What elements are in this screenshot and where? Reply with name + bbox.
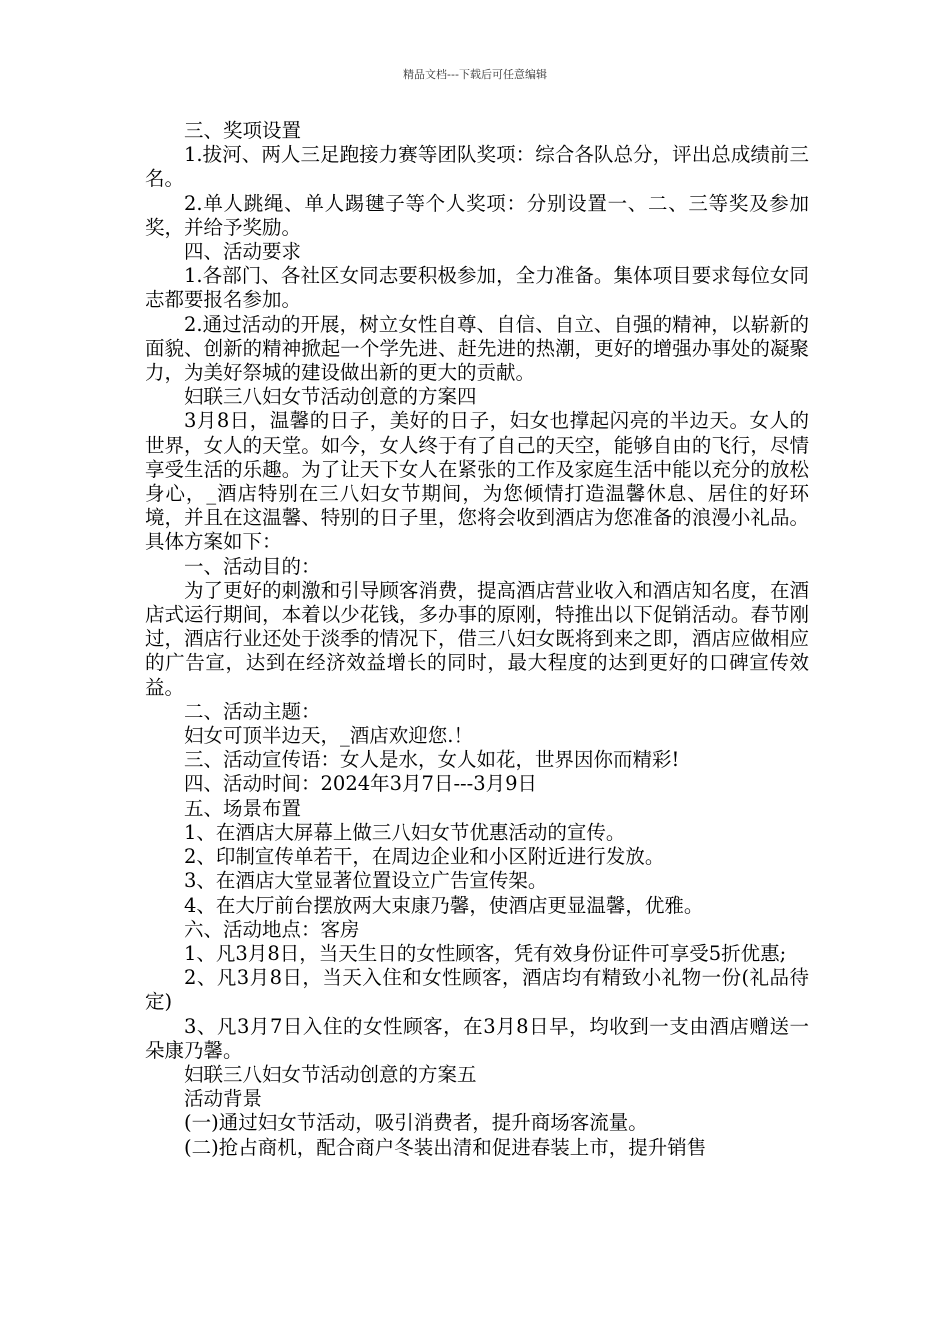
paragraph: (二)抢占商机，配合商户冬装出清和促进春装上市，提升销售	[184, 1135, 707, 1159]
paragraph: 三、活动宣传语：女人是水，女人如花，世界因你而精彩!	[184, 748, 680, 772]
list-item: 4、在大厅前台摆放两大束康乃馨，使酒店更显温馨，优雅。	[184, 893, 704, 917]
list-item: 1、凡3月8日，当天生日的女性顾客，凭有效身份证件可享受5折优惠;	[184, 941, 787, 965]
list-item: 2、印制宣传单若干，在周边企业和小区附近进行发放。	[184, 845, 665, 869]
paragraph: (一)通过妇女节活动，吸引消费者，提升商场客流量。	[184, 1111, 648, 1135]
plan-four-title: 妇联三八妇女节活动创意的方案四	[184, 385, 477, 409]
paragraph: 妇女可顶半边天，_酒店欢迎您.！	[184, 724, 473, 748]
list-item: 1、在酒店大屏幕上做三八妇女节优惠活动的宣传。	[184, 820, 626, 844]
section-heading-awards: 三、奖项设置	[184, 119, 302, 142]
list-item: 2、凡3月8日，当天入住和女性顾客，酒店均有精致小礼物一份(礼品待定)	[145, 966, 809, 1014]
paragraph: 3月8日，温馨的日子，美好的日子，妇女也撑起闪亮的半边天。女人的世界，女人的天堂。如今，女人终于有了自己的天空，能够自由的飞行，尽情享受生活的乐趣。为了让天下女人在紧张的工作及家庭生活中能以充分的放松身心，_酒店特别在三八妇女节期间，为您倾情打造温馨休息、居住的好环境，并且在这温馨、特别的日子里，您将会收到酒店为您准备的浪漫小礼品。具体方案如下：	[145, 409, 809, 554]
paragraph: 1.各部门、各社区女同志要积极参加，全力准备。集体项目要求每位女同志都要报名参加。	[145, 264, 809, 312]
paragraph: 2.单人跳绳、单人踢毽子等个人奖项：分别设置一、二、三等奖及参加奖，并给予奖励。	[145, 191, 809, 239]
section-heading-theme: 二、活动主题：	[184, 699, 321, 723]
section-heading-location: 六、活动地点：客房	[184, 917, 360, 941]
section-heading-scene: 五、场景布置	[184, 796, 302, 820]
paragraph: 为了更好的刺激和引导顾客消费，提高酒店营业收入和酒店知名度，在酒店式运行期间，本着以少花钱，多办事的原刚，特推出以下促销活动。春节刚过，酒店行业还处于淡季的情况下，借三八妇女既将到来之即，酒店应做相应的广告宣，达到在经济效益增长的同时，最大程度的达到更好的口碑宣传效益。	[145, 578, 809, 699]
plan-five-title: 妇联三八妇女节活动创意的方案五	[184, 1062, 477, 1086]
paragraph: 1.拔河、两人三足跑接力赛等团队奖项：综合各队总分，评出总成绩前三名。	[145, 143, 809, 191]
page-header: 精品文档---下载后可任意编辑	[403, 68, 547, 81]
section-heading-background: 活动背景	[184, 1087, 263, 1111]
section-heading-purpose: 一、活动目的：	[184, 554, 321, 578]
list-item: 3、在酒店大堂显著位置设立广告宣传架。	[184, 869, 548, 893]
paragraph: 2.通过活动的开展，树立女性自尊、自信、自立、自强的精神，以崭新的面貌、创新的精神掀起一个学先进、赶先进的热潮，更好的增强办事处的凝聚力，为美好祭城的建设做出新的更大的贡献。	[145, 312, 809, 385]
section-heading-requirements: 四、活动要求	[184, 240, 302, 264]
paragraph: 四、活动时间：2024年3月7日---3月9日	[184, 772, 538, 796]
document-body	[145, 119, 809, 1160]
list-item: 3、凡3月7日入住的女性顾客，在3月8日早，均收到一支由酒店赠送一朵康乃馨。	[145, 1014, 809, 1062]
